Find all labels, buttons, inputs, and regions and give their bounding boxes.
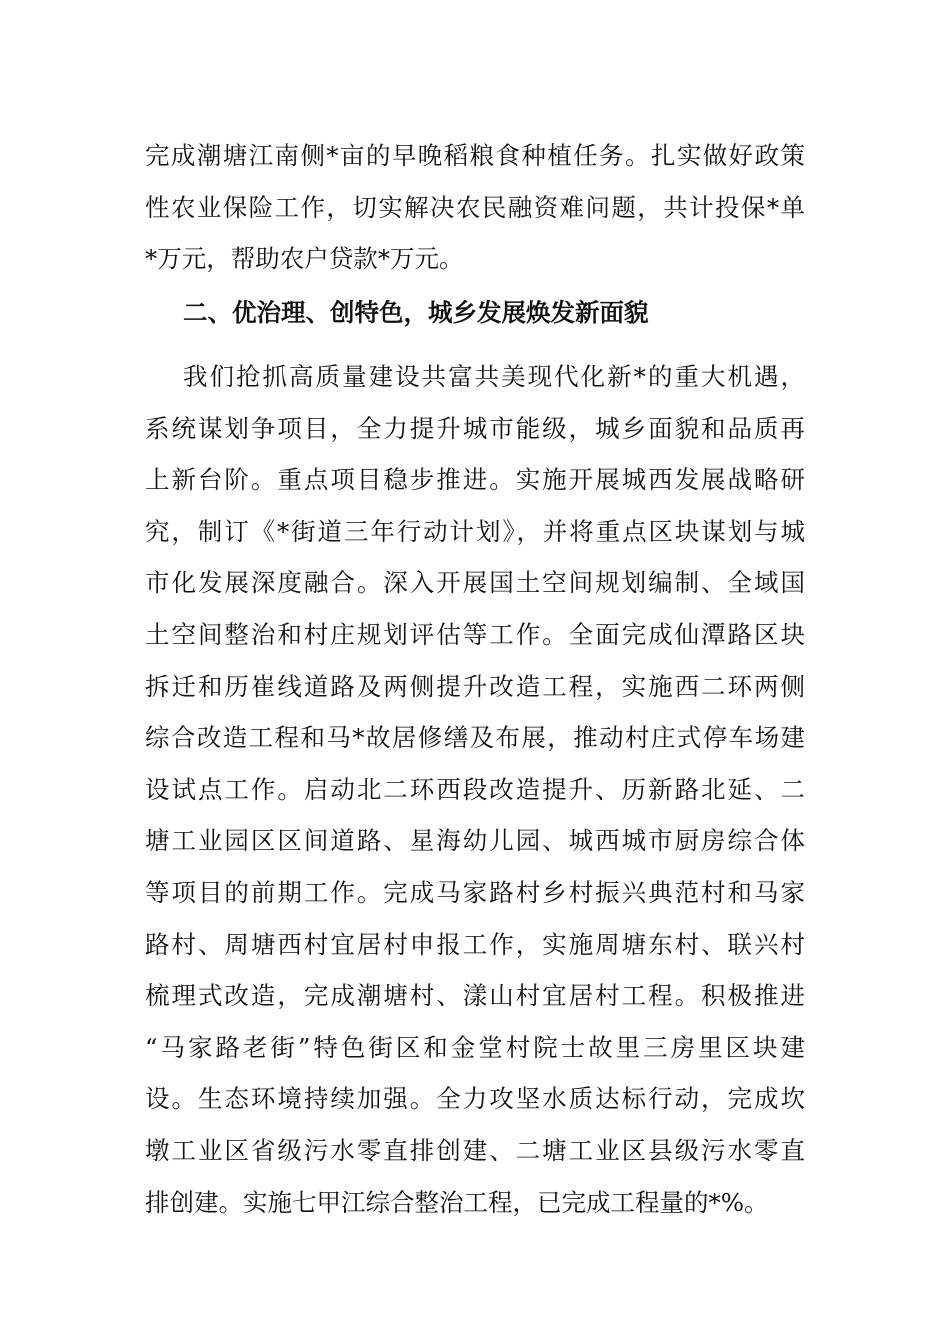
paragraph-line: 完成潮塘江南侧*亩的早晚稻粮食种植任务。扎实做好政策 (145, 141, 805, 170)
paragraph-line: 拆迁和历崔线道路及两侧提升改造工程，实施西二环两侧 (145, 671, 805, 701)
paragraph-line: 市化发展深度融合。深入开展国土空间规划编制、全域国 (145, 568, 805, 598)
paragraph-line: 梳理式改造，完成潮塘村、漾山村宜居村工程。积极推进 (145, 981, 805, 1011)
paragraph-line: 设试点工作。启动北二环西段改造提升、历新路北延、二 (145, 774, 805, 804)
paragraph-line: 路村、周塘西村宜居村申报工作，实施周塘东村、联兴村 (145, 929, 805, 959)
paragraph-line: 上新台阶。重点项目稳步推进。实施开展城西发展战略研 (145, 465, 805, 495)
paragraph-line: 塘工业园区区间道路、星海幼儿园、城西城市厨房综合体 (145, 826, 805, 856)
paragraph-line: 设。生态环境持续加强。全力攻坚水质达标行动，完成坎 (145, 1084, 805, 1114)
section-heading-text: 二、优治理、创特色，城乡发展焕发新面貌 (183, 298, 649, 327)
paragraph-line: 等项目的前期工作。完成马家路村乡村振兴典范村和马家 (145, 877, 805, 907)
paragraph-line: 排创建。实施七甲江综合整治工程，已完成工程量的*%。 (145, 1187, 769, 1217)
paragraph-line: *万元，帮助农户贷款*万元。 (145, 244, 464, 274)
paragraph-1 (145, 130, 805, 285)
paragraph-line: 土空间整治和村庄规划评估等工作。全面完成仙潭路区块 (145, 619, 805, 649)
paragraph-2 (145, 351, 805, 1228)
paragraph-line: “马家路老街”特色街区和金堂村院士故里三房里区块建 (145, 1032, 805, 1062)
paragraph-line: 性农业保险工作，切实解决农民融资难问题，共计投保*单 (145, 192, 805, 222)
paragraph-line: 系统谋划争项目，全力提升城市能级，城乡面貌和品质再 (145, 413, 805, 443)
paragraph-line: 究，制订《*街道三年行动计划》，并将重点区块谋划与城 (145, 516, 805, 546)
paragraph-line: 综合改造工程和马*故居修缮及布展，推动村庄式停车场建 (145, 723, 805, 753)
paragraph-line: 我们抢抓高质量建设共富共美现代化新*的重大机遇， (183, 362, 805, 391)
section-heading (183, 287, 823, 339)
paragraph-line: 墩工业区省级污水零直排创建、二塘工业区县级污水零直 (145, 1135, 805, 1165)
